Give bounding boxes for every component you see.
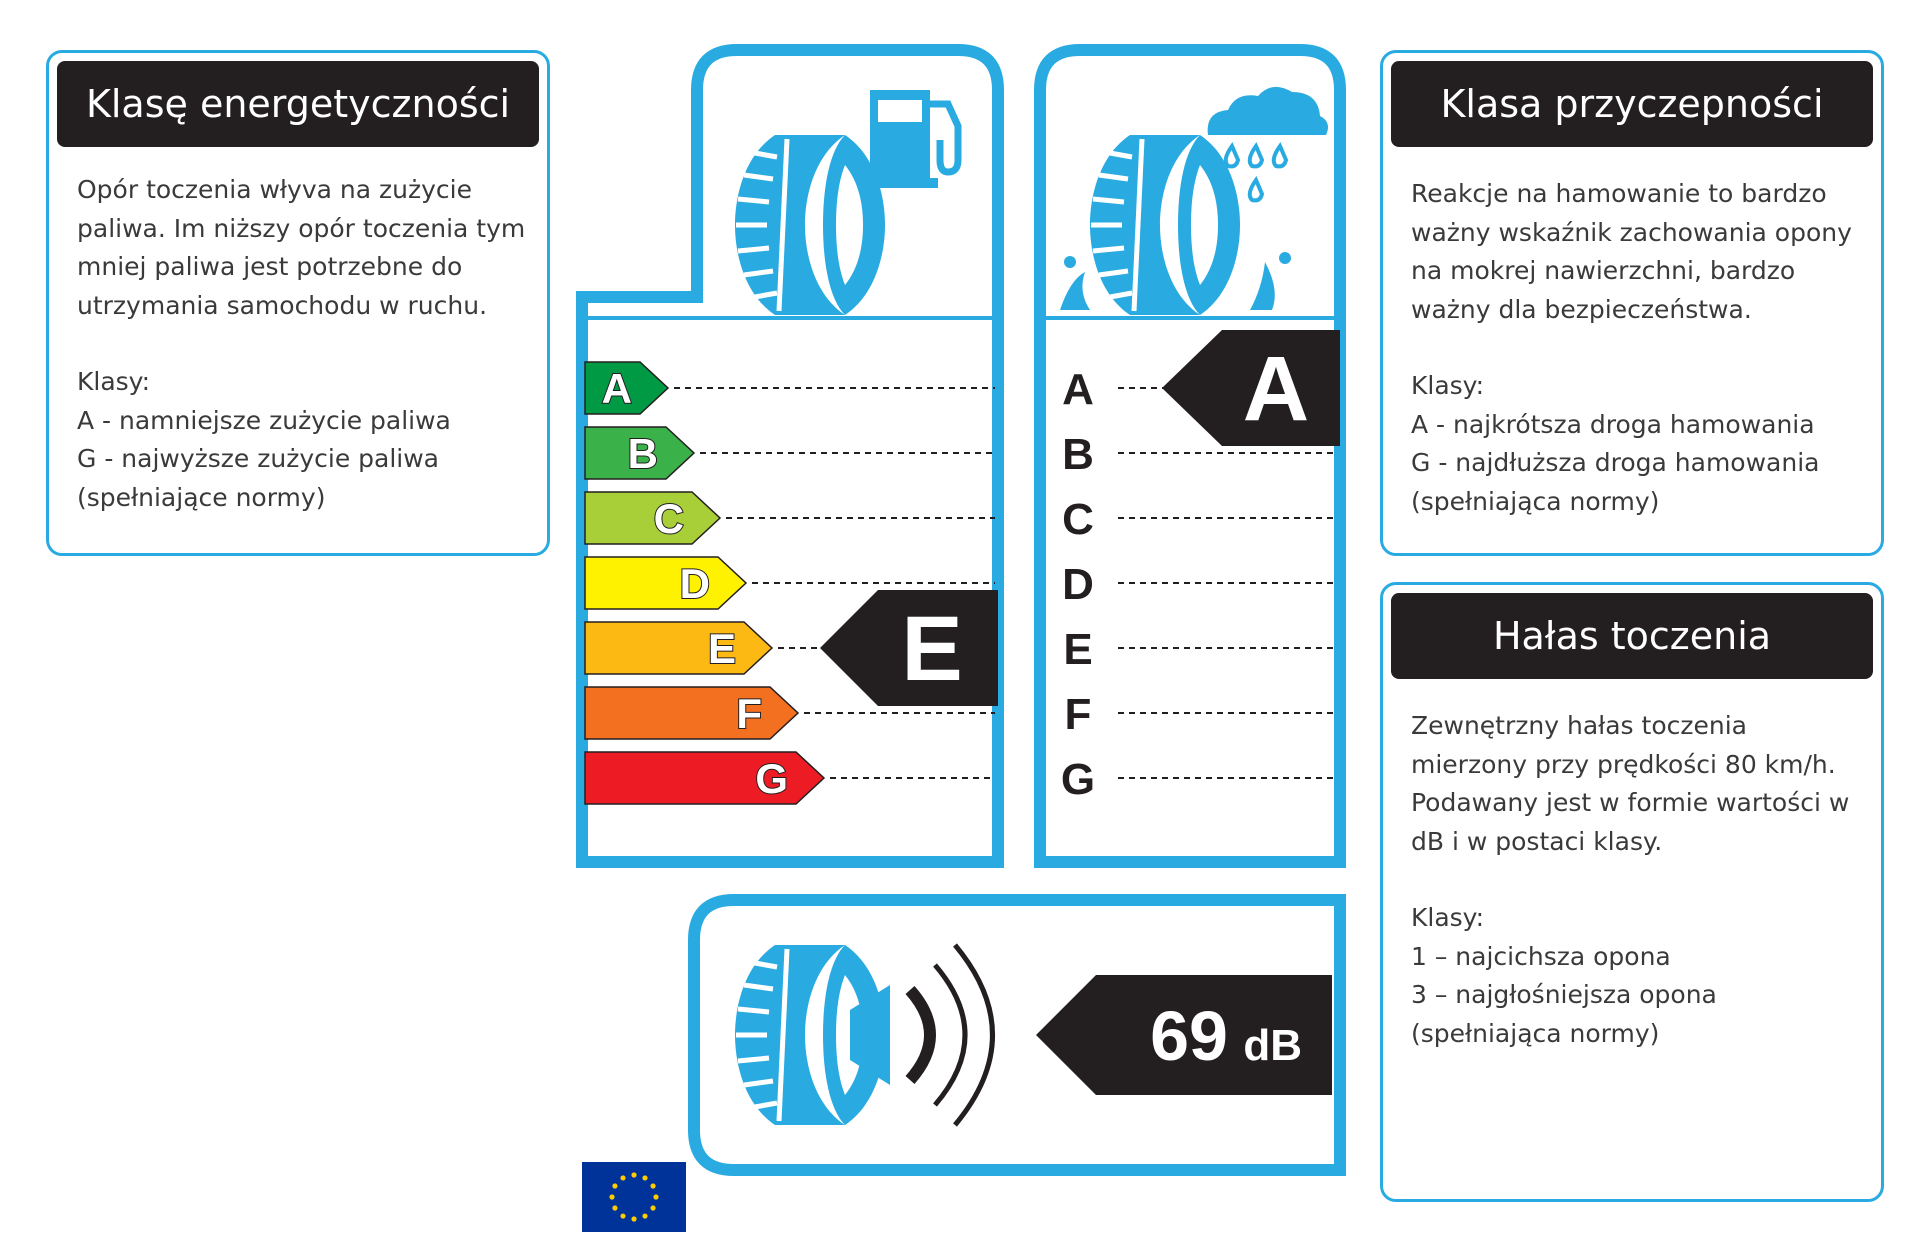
eu-star bbox=[620, 1213, 625, 1218]
grip-desc-line: ważny dla bezpieczeństwa. bbox=[1411, 294, 1752, 324]
fuel-grade-bar bbox=[585, 622, 772, 674]
grip-classes-heading: Klasy: bbox=[1411, 371, 1485, 400]
eu-star bbox=[631, 1216, 636, 1221]
grip-desc-line: ważny wskaźnik zachowania opony bbox=[1411, 217, 1852, 247]
fuel-grade-bar bbox=[585, 687, 798, 739]
tire-icon bbox=[1090, 135, 1240, 315]
energy-class-line: (spełniające normy) bbox=[77, 482, 326, 512]
grip-class-line: (spełniająca normy) bbox=[1411, 486, 1660, 516]
wet-grip-panel bbox=[1040, 50, 1340, 862]
energy-class-line: A - namniejsze zużycie paliwa bbox=[77, 405, 451, 435]
wet-grade-label: D bbox=[1062, 560, 1094, 609]
noise-desc-line: dB i w postaci klasy. bbox=[1411, 826, 1663, 856]
noise-class-line: (spełniająca normy) bbox=[1411, 1018, 1660, 1048]
energy-desc-line: Opór toczenia włyva na zużycie bbox=[77, 175, 472, 204]
fuel-grade-label: C bbox=[653, 495, 684, 542]
grip-info-title: Klasa przyczepności bbox=[1391, 61, 1873, 147]
fuel-pump-icon bbox=[862, 90, 958, 188]
eu-star bbox=[653, 1194, 658, 1199]
tire-icon bbox=[735, 135, 885, 315]
eu-star bbox=[650, 1205, 655, 1210]
energy-desc-line: paliwa. Im niższy opór toczenia tym bbox=[77, 213, 526, 243]
fuel-panel bbox=[582, 50, 998, 862]
eu-star bbox=[650, 1183, 655, 1188]
energy-desc-line: mniej paliwa jest potrzebne do bbox=[77, 252, 463, 281]
wet-grade-label: B bbox=[1062, 430, 1094, 479]
noise-class-line: 3 – najgłośniejsza opona bbox=[1411, 980, 1717, 1009]
noise-desc-line: Podawany jest w formie wartości w bbox=[1411, 788, 1850, 817]
noise-value: 69 bbox=[1150, 997, 1228, 1075]
noise-desc-line: mierzony przy prędkości 80 km/h. bbox=[1411, 749, 1836, 779]
energy-class-line: G - najwyższe zużycie paliwa bbox=[77, 444, 439, 473]
grip-desc-line: na mokrej nawierzchni, bardzo bbox=[1411, 256, 1796, 285]
eu-flag-icon bbox=[582, 1162, 686, 1232]
noise-unit: dB bbox=[1243, 1021, 1302, 1070]
eu-star bbox=[612, 1205, 617, 1210]
fuel-grade-label: D bbox=[679, 560, 710, 607]
eu-star bbox=[631, 1172, 636, 1177]
noise-desc-line: Zewnętrzny hałas toczenia bbox=[1411, 711, 1747, 740]
grip-class-line: A - najkrótsza droga hamowania bbox=[1411, 409, 1815, 439]
eu-star bbox=[609, 1194, 614, 1199]
fuel-grade-bar bbox=[585, 492, 720, 544]
eu-star bbox=[642, 1175, 647, 1180]
fuel-grade-label: F bbox=[736, 690, 762, 737]
energy-desc-line: utrzymania samochodu w ruchu. bbox=[77, 290, 488, 320]
speaker-icon bbox=[850, 945, 993, 1125]
wet-grade-label: F bbox=[1064, 690, 1092, 739]
wet-grade-label: C bbox=[1062, 495, 1094, 544]
grip-desc-line: Reakcje na hamowanie to bardzo bbox=[1411, 179, 1827, 208]
energy-info-title: Klasę energetyczności bbox=[57, 61, 539, 147]
noise-class-line: 1 – najcichsza opona bbox=[1411, 941, 1671, 971]
eu-star bbox=[612, 1183, 617, 1188]
wet-grade-label: E bbox=[1063, 625, 1093, 674]
fuel-grade-label: A bbox=[601, 365, 632, 412]
wet-selected-grade: A bbox=[1242, 338, 1310, 440]
fuel-grade-label: B bbox=[627, 430, 658, 477]
fuel-grade-bar bbox=[585, 752, 824, 804]
noise-classes-heading: Klasy: bbox=[1411, 903, 1485, 932]
fuel-grade-label: E bbox=[707, 625, 736, 672]
fuel-grade-bar bbox=[585, 557, 746, 609]
fuel-grade-label: G bbox=[755, 755, 788, 802]
energy-classes-heading: Klasy: bbox=[77, 367, 151, 396]
wet-grade-label: G bbox=[1060, 755, 1096, 804]
grip-class-line: G - najdłuższa droga hamowania bbox=[1411, 448, 1820, 477]
noise-info-title: Hałas toczenia bbox=[1391, 593, 1873, 679]
fuel-selected-grade: E bbox=[901, 598, 963, 700]
eu-star bbox=[642, 1213, 647, 1218]
noise-panel bbox=[694, 900, 1340, 1170]
wet-grade-label: A bbox=[1062, 365, 1094, 414]
eu-star bbox=[620, 1175, 625, 1180]
rain-cloud-icon bbox=[1208, 87, 1328, 201]
